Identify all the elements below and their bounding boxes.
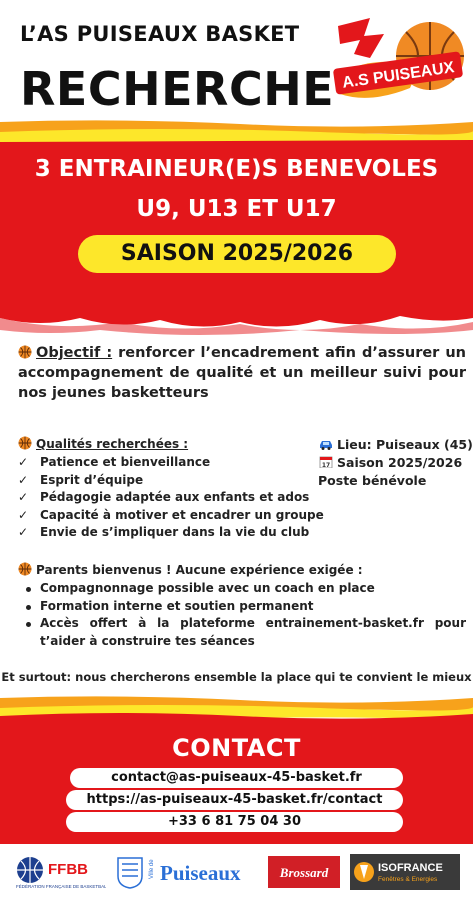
puiseaux-text: Puiseaux <box>160 861 241 885</box>
check-icon: ✓ <box>18 472 29 487</box>
parents-section <box>18 562 466 650</box>
banner-line-2: U9, U13 ET U17 <box>136 196 337 222</box>
club-logo <box>330 14 466 106</box>
check-icon: ✓ <box>18 525 29 539</box>
calendar-icon <box>318 456 334 468</box>
list-item <box>18 507 324 525</box>
brossard-text: Brossard <box>279 865 329 880</box>
puiseaux-prefix: Ville de <box>149 859 155 879</box>
headline: RECHERCHE <box>20 62 335 116</box>
basketball-icon <box>18 562 32 576</box>
puiseaux-logo <box>114 854 262 890</box>
quality-text: Capacité à motiver et encadrer un groupe <box>40 507 324 522</box>
quality-text: Pédagogie adaptée aux enfants et ados <box>40 490 310 504</box>
logo-text: A.S PUISEAUX <box>341 59 456 92</box>
ffbb-subtext: FÉDÉRATION FRANÇAISE DE BASKETBALL <box>16 884 106 889</box>
parents-title <box>18 562 466 577</box>
list-item: Compagnonnage possible avec un coach en place <box>24 580 466 598</box>
post-line: Poste bénévole <box>318 473 427 488</box>
quality-text: Envie de s’impliquer dans la vie du club <box>40 525 310 539</box>
list-item <box>18 472 318 490</box>
list-item: Formation interne et soutien permanent <box>24 598 466 616</box>
objectif-text: renforcer l’encadrement afin d’assurer un accompagnement de qualité et un meilleur suivi pour nos jeunes basketteurs <box>18 345 466 401</box>
closing-line: Et surtout: nous chercherons ensemble la place qui te convient le mieux <box>1 670 472 684</box>
isofrance-subtext: Fenêtres & Energies <box>378 876 438 883</box>
basketball-icon <box>18 345 32 359</box>
contact-email[interactable]: contact@as-puiseaux-45-basket.fr <box>70 768 403 788</box>
qualities-list <box>18 454 324 542</box>
objectif-paragraph <box>18 343 466 403</box>
objectif-label: Objectif : <box>36 345 113 361</box>
ffbb-logo <box>14 854 106 890</box>
sponsor-strip <box>0 846 473 900</box>
info-block <box>318 436 473 490</box>
red-banner <box>0 118 473 338</box>
location-line <box>318 436 473 454</box>
quality-text: Patience et bienveillance <box>40 455 211 469</box>
check-icon: ✓ <box>18 490 29 504</box>
parents-list <box>18 580 466 650</box>
club-name: L’AS PUISEAUX BASKET <box>20 22 300 46</box>
list-item: Accès offert à la plateforme entrainement-basket.fr pour t’aider à construire tes séances <box>24 615 466 650</box>
qualities-title-text: Qualités recherchées : <box>36 437 189 451</box>
contact-url[interactable]: https://as-puiseaux-45-basket.fr/contact <box>66 790 403 810</box>
location-text: Lieu: Puiseaux (45) <box>337 437 473 452</box>
check-icon: ✓ <box>18 455 29 469</box>
list-item <box>18 524 318 542</box>
parents-title-text: Parents bienvenus ! Aucune expérience exigée : <box>36 563 363 577</box>
check-icon: ✓ <box>18 507 29 522</box>
brossard-logo <box>268 854 340 890</box>
season-line <box>318 454 473 472</box>
qualities-section <box>18 436 324 542</box>
isofrance-text: ISOFRANCE <box>378 862 443 874</box>
basketball-icon <box>18 436 32 450</box>
list-item <box>18 454 318 472</box>
contact-title: CONTACT <box>172 734 301 762</box>
svg-text:17: 17 <box>321 462 331 468</box>
quality-text: Esprit d’équipe <box>40 472 144 487</box>
banner-line-1: 3 ENTRAINEUR(E)S BENEVOLES <box>34 156 439 182</box>
list-item <box>18 489 318 507</box>
season-text: Saison 2025/2026 <box>337 455 463 470</box>
car-icon <box>318 438 334 450</box>
ffbb-text: FFBB <box>48 861 88 878</box>
season-badge: SAISON 2025/2026 <box>78 235 396 273</box>
qualities-title <box>18 436 318 451</box>
isofrance-logo <box>350 854 460 890</box>
contact-phone[interactable]: +33 6 81 75 04 30 <box>66 812 403 832</box>
